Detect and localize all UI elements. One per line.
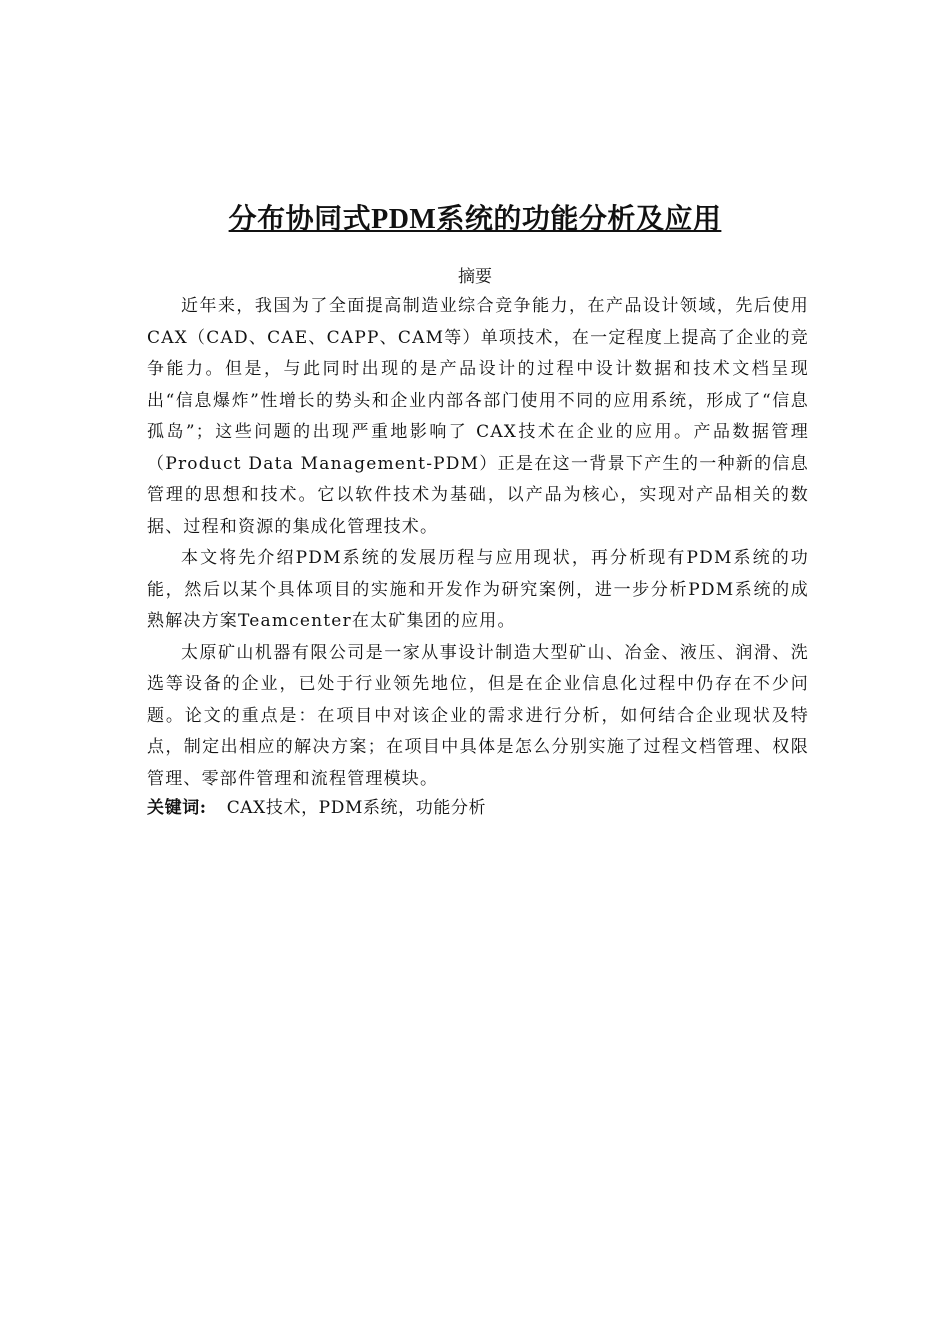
keywords-text: CAX技术，PDM系统，功能分析	[226, 798, 487, 818]
abstract-heading: 摘要	[458, 267, 492, 287]
abstract-paragraph-1: 近年来，我国为了全面提高制造业综合竞争能力，在产品设计领域，先后使用CAX（CAD、CAE、CAPP、CAM等）单项技术，在一定程度上提高了企业的竞争能力。但是，与此同时出现的是产品设计的过程中设计数据和技术文档呈现出“信息爆炸”性增长的势头和企业内部各部门使用不同的应用系统，形成了“信息孤岛”；这些问题的出现严重地影响了 CAX技术在企业的应用。产品数据管理（Product Data Management-PDM）正是在这一背景下产生的一种新的信息管理的思想和技术。它以软件技术为基础，以产品为核心，实现对产品相关的数据、过程和资源的集成化管理技术。	[147, 296, 809, 537]
document-title: 分布协同式PDM系统的功能分析及应用	[228, 204, 722, 235]
keywords-line	[147, 795, 809, 821]
abstract-paragraph-2: 本文将先介绍PDM系统的发展历程与应用现状，再分析现有PDM系统的功能，然后以某个具体项目的实施和开发作为研究案例，进一步分析PDM系统的成熟解决方案Teamcenter在太矿集团的应用。	[147, 548, 809, 631]
abstract-body	[147, 291, 809, 821]
keywords-label: 关键词:	[147, 798, 207, 818]
abstract-paragraph-3: 太原矿山机器有限公司是一家从事设计制造大型矿山、冶金、液压、润滑、洗选等设备的企业，已处于行业领先地位，但是在企业信息化过程中仍存在不少问题。论文的重点是：在项目中对该企业的需求进行分析，如何结合企业现状及特点，制定出相应的解决方案；在项目中具体是怎么分别实施了过程文档管理、权限管理、零部件管理和流程管理模块。	[147, 642, 809, 789]
